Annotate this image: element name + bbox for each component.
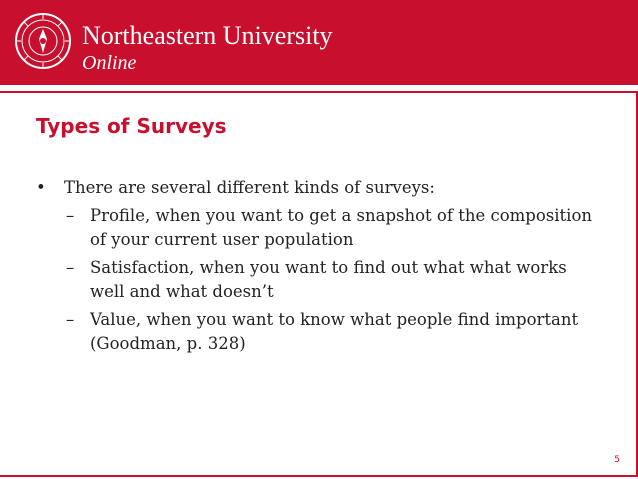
page-number: 5 [614, 455, 620, 465]
sub-bullet-mark: – [66, 310, 75, 329]
slide-header [0, 0, 638, 85]
sub-bullet-value [36, 308, 596, 356]
bottom-rule [0, 475, 638, 477]
sub-bullet-text: Value, when you want to know what people find important (Goodman, p. 328) [90, 310, 579, 353]
bullet-text: There are several different kinds of surveys: [64, 178, 435, 197]
sub-bullet-mark: – [66, 258, 75, 277]
sub-bullet-satisfaction [36, 256, 596, 304]
university-name: Northeastern University [82, 21, 333, 50]
slide-title: Types of Surveys [36, 114, 227, 138]
sub-bullet-profile [36, 204, 596, 252]
bullet-item [36, 176, 596, 200]
university-seal-icon [14, 12, 72, 70]
university-subtitle: Online [82, 52, 137, 74]
sub-bullet-mark: – [66, 206, 75, 225]
slide-body [36, 176, 596, 356]
top-rule [0, 91, 638, 93]
bullet-mark: • [36, 178, 46, 197]
sub-bullet-text: Profile, when you want to get a snapshot of the composition of your current user population [90, 206, 593, 249]
sub-bullet-text: Satisfaction, when you want to find out what what works well and what doesn’t [90, 258, 567, 301]
